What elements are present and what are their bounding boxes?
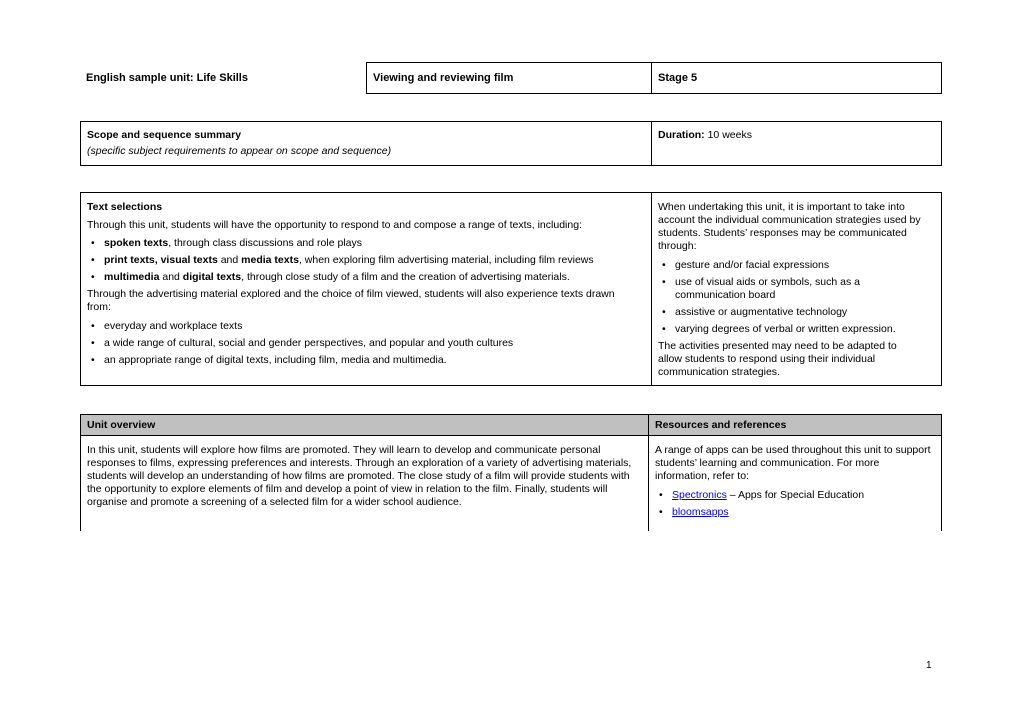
- unit-overview-table: [80, 414, 942, 531]
- text-selections-heading: Text selections: [87, 201, 163, 213]
- header-stage-cell: [652, 63, 942, 94]
- communication-list: [658, 259, 923, 336]
- list-item: • print texts, visual texts and media texts, when exploring film advertising material, including film reviews: [87, 254, 645, 267]
- scope-heading: Scope and sequence summary: [87, 129, 242, 141]
- list-item: • use of visual aids or symbols, such as a communication board: [658, 276, 923, 302]
- scope-table: [80, 121, 942, 166]
- bloomsapps-link[interactable]: bloomsapps: [672, 506, 729, 518]
- resources-list: [655, 489, 935, 519]
- resources-body-cell: [649, 436, 942, 532]
- resources-intro: A range of apps can be used throughout this unit to support students’ learning and communication. For more information, refer to:: [655, 444, 931, 482]
- list-item: • assistive or augmentative technology: [658, 306, 923, 319]
- list-item: • spoken texts, through class discussions and role plays: [87, 237, 645, 250]
- communication-intro: When undertaking this unit, it is important to take into account the individual communication strategies used by students. Students’ responses may be communicated through:: [658, 201, 921, 252]
- header-unit-cell: [80, 63, 367, 94]
- unit-overview-text: In this unit, students will explore how films are promoted. They will learn to develop and communicate personal responses to films, expressing preferences and interests. Through an exploration of a variety of advertising materials, students will develop an understanding of how films are promoted. The close study of a film will provide students with the opportunity to explore elements of film and develop a point of view in relation to the film. Finally, students will organise and promote a screening of a selected film for a wider school audience.: [87, 444, 632, 508]
- communication-cell: [652, 193, 942, 386]
- unit-title: English sample unit: Life Skills: [86, 71, 248, 84]
- list-item: • everyday and workplace texts: [87, 320, 645, 333]
- list-item: • a wide range of cultural, social and gender perspectives, and popular and youth cultures: [87, 337, 645, 350]
- communication-outro: The activities presented may need to be adapted to allow students to respond using their individual communication strategies.: [658, 340, 897, 378]
- unit-overview-header-cell: [81, 415, 649, 436]
- stage-label: Stage 5: [658, 72, 698, 84]
- unit-overview-body-cell: [81, 436, 649, 532]
- scope-cell: [81, 122, 652, 166]
- header-table: [80, 62, 942, 94]
- list-item: [655, 506, 935, 519]
- topic-title: Viewing and reviewing film: [373, 72, 514, 84]
- scope-note: (specific subject requirements to appear on scope and sequence): [87, 145, 392, 157]
- list-item: • varying degrees of verbal or written expression.: [658, 323, 923, 336]
- text-selections-cell: [81, 193, 652, 386]
- duration-cell: [652, 122, 942, 166]
- list-item: • gesture and/or facial expressions: [658, 259, 923, 272]
- text-selections-middle: Through the advertising material explored and the choice of film viewed, students will also experience texts drawn from:: [87, 288, 615, 313]
- text-selections-intro: Through this unit, students will have the opportunity to respond to and compose a range of texts, including:: [87, 219, 582, 231]
- experience-list: [87, 320, 645, 367]
- resources-heading: Resources and references: [655, 419, 787, 431]
- page-number: 1: [926, 660, 932, 671]
- duration-value: 10 weeks: [707, 129, 752, 141]
- unit-overview-heading: Unit overview: [87, 419, 156, 431]
- header-topic-cell: [367, 63, 652, 94]
- spectronics-link[interactable]: Spectronics: [672, 489, 727, 501]
- list-item: • an appropriate range of digital texts, including film, media and multimedia.: [87, 354, 645, 367]
- resources-header-cell: [649, 415, 942, 436]
- list-item: • Spectronics – Apps for Special Education: [655, 489, 935, 502]
- text-selections-table: [80, 192, 942, 386]
- duration-label: Duration:: [658, 129, 705, 141]
- list-item: • multimedia and digital texts, through close study of a film and the creation of advertising materials.: [87, 271, 645, 284]
- text-types-list: [87, 237, 645, 284]
